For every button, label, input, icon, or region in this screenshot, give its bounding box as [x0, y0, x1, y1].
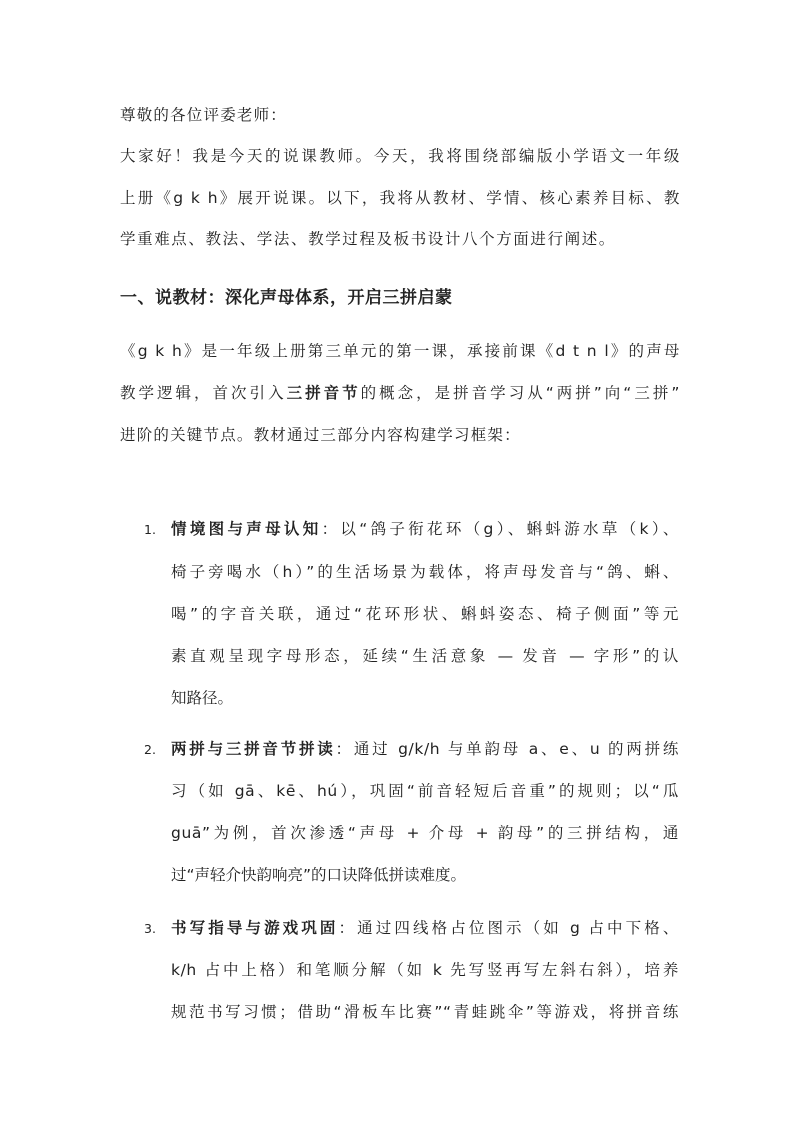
- section-1-line-2: [120, 382, 680, 404]
- list-item-1-line-1: [171, 518, 679, 540]
- keyword-triple-syllable: 三拼音节: [286, 384, 361, 402]
- section-1-text-b: 的概念，是拼音学习从“两拼”向“三拼”: [360, 384, 680, 402]
- list-item-3-line-3: 规范书写习惯；借助“滑板车比赛”“青蛙跳伞”等游戏，将拼音练: [171, 1003, 679, 1021]
- list-item-2-line-4: 过“声轻介快韵响亮”的口诀降低拼读难度。: [171, 866, 467, 884]
- list-item-3-text: ：通过四线格占位图示（如 g 占中下格、: [338, 919, 679, 937]
- list-item-2-line-1: [171, 738, 679, 760]
- intro-line-2: 上册《g k h》展开说课。以下，我将从教材、学情、核心素养目标、教: [120, 189, 680, 207]
- intro-line-3: 学重难点、教法、学法、教学过程及板书设计八个方面进行阐述。: [120, 230, 616, 248]
- list-item-3-line-1: [171, 917, 679, 939]
- list-item-2-text: ：通过 g/k/h 与单韵母 a、e、u 的两拼练: [335, 740, 679, 758]
- list-item-2-line-3: guā”为例，首次渗透“声母 + 介母 + 韵母”的三拼结构，通: [171, 824, 679, 842]
- list-item-1-text: ：以“鸽子衔花环（g）、蝌蚪游水草（k）、: [321, 520, 679, 538]
- list-item-1-line-3: 喝”的字音关联，通过“花环形状、蝌蚪姿态、椅子侧面”等元: [171, 605, 679, 623]
- section-1-text-a: 教学逻辑，首次引入: [120, 384, 287, 402]
- list-item-3-line-2: k/h 占中上格）和笔顺分解（如 k 先写竖再写左斜右斜），培养: [171, 961, 679, 979]
- list-item-3-title: 书写指导与游戏巩固: [171, 919, 339, 937]
- list-item-1-title: 情境图与声母认知: [171, 520, 322, 538]
- greeting: 尊敬的各位评委老师：: [120, 106, 288, 124]
- list-number-1: 1.: [144, 522, 156, 537]
- list-item-1-line-5: 知路径。: [171, 689, 234, 707]
- intro-line-1: 大家好！我是今天的说课教师。今天，我将围绕部编版小学语文一年级: [120, 147, 680, 165]
- list-number-3: 3.: [144, 921, 156, 936]
- section-1-line-3: 进阶的关键节点。教材通过三部分内容构建学习框架：: [120, 426, 521, 444]
- list-item-2-title: 两拼与三拼音节拼读: [171, 740, 336, 758]
- list-item-1-line-4: 素直观呈现字母形态，延续“生活意象 — 发音 — 字形”的认: [171, 647, 679, 665]
- list-item-1-line-2: 椅子旁喝水（h）”的生活场景为载体，将声母发音与“鸽、蝌、: [171, 563, 679, 581]
- list-number-2: 2.: [144, 742, 156, 757]
- section-1-heading: 一、说教材：深化声母体系，开启三拼启蒙: [120, 288, 453, 308]
- section-1-line-1: 《g k h》是一年级上册第三单元的第一课，承接前课《d t n l》的声母: [120, 342, 680, 360]
- list-item-2-line-2: 习（如 gā、kē、hú），巩固“前音轻短后音重”的规则；以“瓜: [171, 782, 679, 800]
